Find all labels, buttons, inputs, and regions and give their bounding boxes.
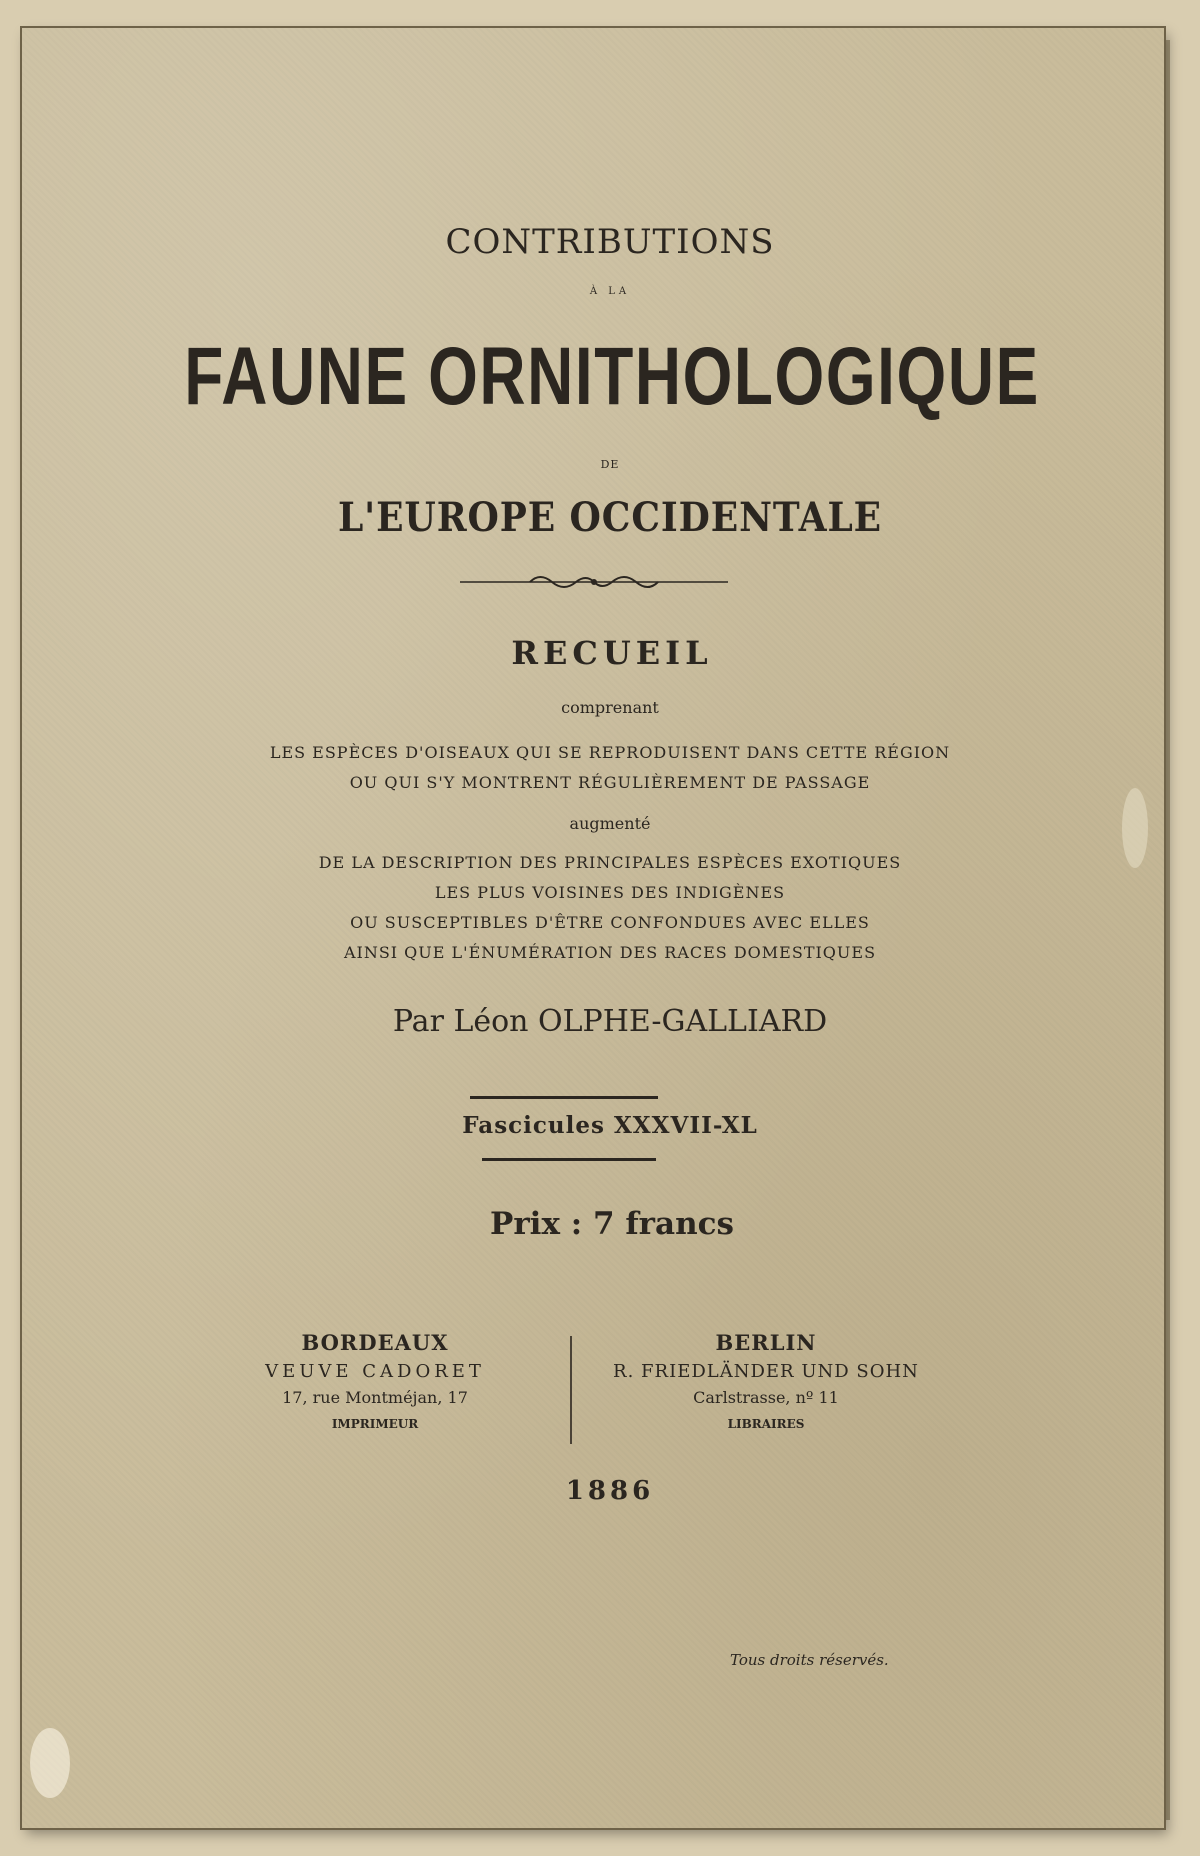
description-line: LES ESPÈCES D'OISEAUX QUI SE REPRODUISENT DANS CETTE RÉGION bbox=[269, 743, 951, 762]
augmente-text: augmenté bbox=[569, 814, 651, 833]
rights-notice: Tous droits réservés. bbox=[730, 1651, 889, 1669]
de-text: DE bbox=[600, 458, 620, 471]
recueil-heading: RECUEIL bbox=[511, 634, 713, 672]
description-line: AINSI QUE L'ÉNUMÉRATION DES RACES DOMESTIQUES bbox=[343, 943, 877, 962]
description-block-1 bbox=[10, 738, 1200, 798]
main-title: FAUNE ORNITHOLOGIQUE bbox=[184, 331, 1040, 422]
publisher-bordeaux bbox=[230, 1330, 520, 1431]
firm-role: IMPRIMEUR bbox=[331, 1417, 419, 1431]
price-label: Prix : 7 francs bbox=[490, 1206, 734, 1242]
publisher-berlin bbox=[586, 1330, 946, 1431]
ornament-divider bbox=[460, 570, 728, 594]
description-line: OU SUSCEPTIBLES D'ÊTRE CONFONDUES AVEC ELLES bbox=[350, 913, 870, 932]
paper-tear bbox=[30, 1728, 70, 1798]
city-name: BORDEAUX bbox=[301, 1330, 449, 1355]
publication-year: 1886 bbox=[565, 1476, 655, 1506]
firm-address: 17, rue Montméjan, 17 bbox=[282, 1388, 468, 1407]
column-divider bbox=[570, 1336, 572, 1444]
firm-role: LIBRAIRES bbox=[727, 1417, 805, 1431]
firm-address: Carlstrasse, nº 11 bbox=[693, 1388, 839, 1407]
contributions-heading: CONTRIBUTIONS bbox=[445, 222, 775, 262]
description-line: OU QUI S'Y MONTRENT RÉGULIÈREMENT DE PASSAGE bbox=[349, 773, 871, 792]
comprenant-text: comprenant bbox=[561, 698, 659, 717]
city-name: BERLIN bbox=[715, 1330, 817, 1355]
author-line: Par Léon OLPHE-GALLIARD bbox=[392, 1004, 828, 1039]
description-line: DE LA DESCRIPTION DES PRINCIPALES ESPÈCES EXOTIQUES bbox=[318, 853, 902, 872]
fascicules-label: Fascicules XXXVII-XL bbox=[462, 1112, 758, 1139]
subtitle: L'EUROPE OCCIDENTALE bbox=[337, 494, 883, 541]
firm-name: VEUVE CADORET bbox=[265, 1361, 485, 1382]
a-la-text: À LA bbox=[589, 286, 631, 297]
description-block-2 bbox=[10, 848, 1200, 968]
rule-bottom bbox=[482, 1158, 656, 1161]
description-line: LES PLUS VOISINES DES INDIGÈNES bbox=[434, 883, 786, 902]
firm-name: R. FRIEDLÄNDER UND SOHN bbox=[613, 1361, 919, 1382]
rule-top bbox=[470, 1096, 658, 1099]
